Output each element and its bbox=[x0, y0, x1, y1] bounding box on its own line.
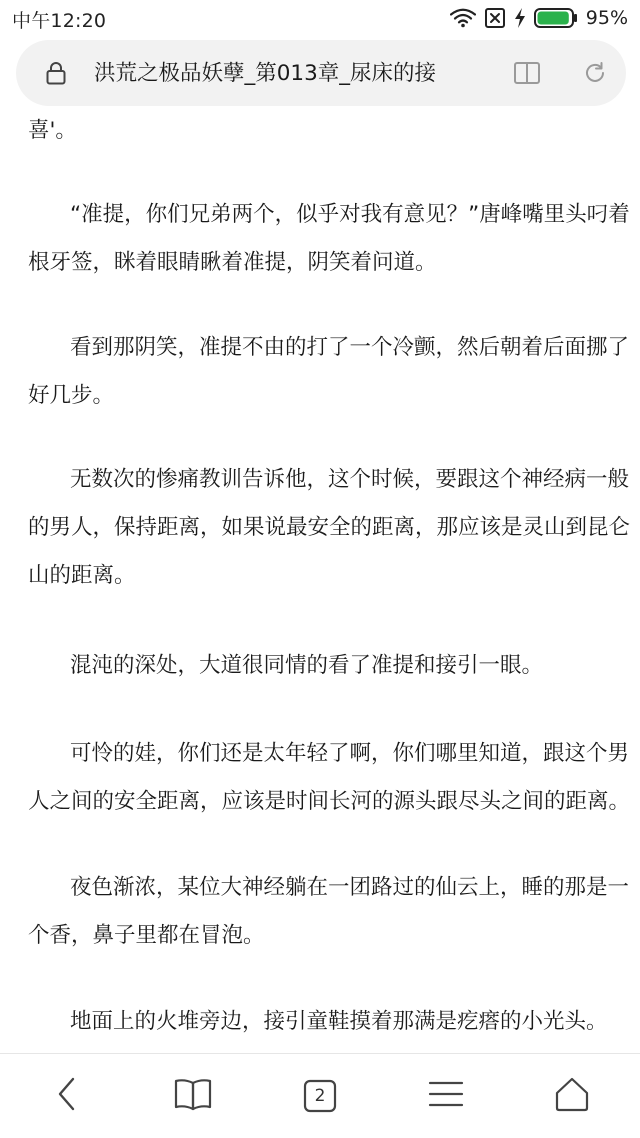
text-line: 山的距离。 bbox=[28, 563, 136, 588]
text-line: 人之间的安全距离，应该是时间长河的源头跟尽头之间的距离。 bbox=[28, 789, 631, 814]
text-line: 好几步。 bbox=[28, 383, 115, 408]
text-line: 混沌的深处，大道很同情的看了准提和接引一眼。 bbox=[70, 653, 544, 678]
menu-button[interactable] bbox=[424, 1074, 468, 1118]
battery-icon bbox=[534, 7, 578, 29]
text-line: 根牙签，眯着眼睛瞅着准提，阴笑着问道。 bbox=[28, 250, 437, 275]
status-icons bbox=[450, 4, 628, 32]
tabs-button[interactable] bbox=[298, 1074, 342, 1118]
bookmarks-button[interactable] bbox=[171, 1074, 215, 1118]
bookmarks-icon[interactable] bbox=[174, 1077, 212, 1115]
reader-mode-icon[interactable] bbox=[513, 60, 541, 86]
home-button[interactable] bbox=[550, 1074, 594, 1118]
text-line: 可怜的娃，你们还是太年轻了啊，你们哪里知道，跟这个男 bbox=[70, 741, 630, 766]
text-line: “准提，你们兄弟两个，似乎对我有意见？”唐峰嘴里头叼着 bbox=[70, 202, 630, 227]
reload-icon[interactable] bbox=[582, 60, 608, 86]
status-bar bbox=[0, 0, 640, 36]
text-line: 个香，鼻子里都在冒泡。 bbox=[28, 923, 265, 948]
menu-icon[interactable] bbox=[428, 1079, 464, 1113]
back-button[interactable] bbox=[45, 1074, 89, 1118]
tabs-icon[interactable] bbox=[303, 1079, 337, 1113]
bottom-nav bbox=[0, 1054, 640, 1138]
tabs-count[interactable]: 2 bbox=[314, 1086, 326, 1106]
text-line: 地面上的火堆旁边，接引童鞋摸着那满是疙瘩的小光头。 bbox=[70, 1009, 608, 1034]
status-time: 中午12:20 bbox=[12, 10, 107, 32]
text-line: 夜色渐浓，某位大神经躺在一团路过的仙云上，睡的那是一 bbox=[70, 875, 630, 900]
title-fade bbox=[446, 50, 486, 96]
back-icon[interactable] bbox=[55, 1076, 79, 1116]
no-sim-icon bbox=[484, 7, 506, 29]
lock-icon[interactable] bbox=[46, 61, 66, 85]
battery-percent: 95% bbox=[585, 7, 628, 29]
text-line: 无数次的惨痛教训告诉他，这个时候，要跟这个神经病一般 bbox=[70, 467, 630, 492]
text-line: 喜'。 bbox=[28, 118, 77, 143]
url-bar[interactable] bbox=[16, 40, 626, 106]
text-line: 看到那阴笑，准提不由的打了一个冷颤，然后朝着后面挪了 bbox=[70, 335, 630, 360]
article-content bbox=[0, 106, 640, 1054]
wifi-icon bbox=[450, 8, 476, 28]
home-icon[interactable] bbox=[554, 1076, 590, 1116]
charging-icon bbox=[514, 7, 526, 29]
page-title[interactable]: 洪荒之极品妖孽_第013章_尿床的接 bbox=[94, 61, 437, 86]
text-line: 的男人，保持距离，如果说最安全的距离，那应该是灵山到昆仑 bbox=[28, 515, 631, 540]
